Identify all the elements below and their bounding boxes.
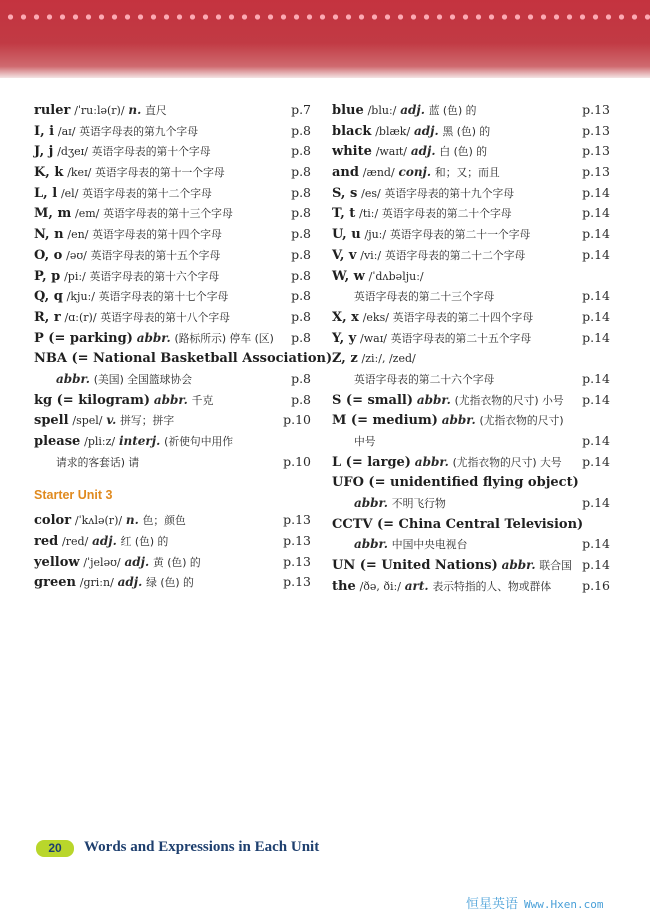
chinese-gloss: (尤指衣物的尺寸) 小号 [454,393,564,407]
entry-text [34,390,213,412]
glossary-entry [34,224,311,245]
part-of-speech: abbr. [441,413,476,428]
chinese-gloss: 英语字母表的第二十四个字母 [392,310,534,324]
page-number-badge: 20 [36,840,74,857]
page-reference: p.8 [291,288,311,304]
entry-text [354,431,376,453]
phonetic: /waɪt/ [375,145,408,159]
chinese-gloss: (美国) 全国篮球协会 [93,372,193,386]
page-reference: p.8 [291,267,311,283]
chinese-gloss: 英语字母表的第十二个字母 [82,186,212,200]
chinese-gloss: (路标所示) 停车 (区) [174,331,274,345]
page-reference: p.8 [291,391,311,407]
chinese-gloss: 绿 (色) 的 [146,576,194,590]
part-of-speech: abbr. [501,558,536,573]
entry-text [34,100,167,122]
entry-text [332,328,531,350]
headword: S (= small) [332,392,414,408]
glossary-entry [34,510,311,531]
chinese-gloss: 蓝 (色) 的 [428,104,477,117]
entry-text [34,328,274,350]
phonetic: /tiː/ [359,207,379,221]
page-reference: p.13 [283,574,311,590]
glossary-entry [332,224,610,245]
entry-text [332,121,490,143]
part-of-speech: abbr. [153,392,188,407]
page-reference: p.14 [582,329,610,345]
glossary-entry [332,286,610,307]
glossary-entry [332,162,610,183]
page-reference: p.14 [582,288,610,304]
glossary-entry [34,121,311,142]
phonetic: /em/ [75,207,100,221]
chinese-gloss: 不明飞行物 [391,497,446,511]
chinese-gloss: 拼写；拼字 [120,414,175,428]
headword: X, x [332,309,359,325]
entry-text [34,266,219,288]
page-reference: p.14 [582,391,610,407]
glossary-entry [34,203,311,224]
entry-text [332,390,564,412]
headword: green [34,575,76,591]
part-of-speech: v. [106,413,117,428]
entry-text [332,224,530,246]
part-of-speech: abbr. [354,496,388,511]
section-title: Starter Unit 3 [34,488,113,503]
entry-text [56,369,192,391]
chinese-gloss: 英语字母表的第十个字母 [91,145,211,159]
headword: L (= large) [332,454,411,470]
chinese-gloss: 英语字母表的第二十六个字母 [354,372,495,386]
glossary-entry [332,203,610,224]
part-of-speech: adj. [124,554,150,569]
page-reference: p.10 [283,453,311,469]
part-of-speech: art. [404,578,429,593]
headword: red [34,534,59,550]
footer-title: Words and Expressions in Each Unit [84,839,320,855]
glossary-entry [34,245,311,266]
phonetic: /ænd/ [362,166,395,180]
section-heading [34,488,311,510]
chinese-gloss: 请求的客套话) 请 [56,455,140,469]
glossary-entry [332,369,610,390]
chinese-gloss: 中号 [354,435,376,448]
chinese-gloss: 英语字母表的第九个字母 [79,124,198,138]
entry-text [34,286,228,308]
phonetic: /əʊ/ [66,248,87,262]
entry-text [34,245,220,267]
glossary-entry [332,534,610,555]
glossary-entry [34,390,311,411]
chinese-gloss: 英语字母表的第二十个字母 [382,207,512,221]
chinese-gloss: 千克 [191,393,214,407]
banner-dot-pattern [4,12,650,22]
phonetic: /red/ [62,535,89,549]
left-column [34,100,333,593]
page-reference: p.8 [291,184,311,200]
chinese-gloss: 英语字母表的第十三个字母 [103,207,233,221]
glossary-entry [332,514,610,535]
headword: K, k [34,165,64,181]
chinese-gloss: 英语字母表的第十一个字母 [95,166,225,180]
page-reference: p.13 [582,102,610,117]
headword: M, m [34,206,72,222]
glossary-entry [34,183,311,204]
part-of-speech: interj. [118,434,161,448]
headword: the [332,578,356,594]
part-of-speech: abbr. [56,371,90,386]
phonetic: /es/ [361,186,381,200]
chinese-gloss: 红 (色) 的 [120,535,169,549]
glossary-entry [332,390,610,411]
headword: W, w [332,268,365,284]
page-reference: p.8 [291,226,311,242]
page-reference: p.13 [582,122,610,138]
entry-text [332,348,416,370]
glossary-entry [34,369,311,390]
page-reference: p.8 [291,143,311,159]
part-of-speech: adj. [400,103,425,117]
chinese-gloss: 英语字母表的第十五个字母 [90,248,221,262]
glossary-entry [332,452,610,473]
headword: yellow [34,554,80,570]
glossary-entry [332,576,610,597]
headword: P, p [34,268,61,284]
glossary-entry [34,286,311,307]
page-reference: p.14 [582,557,610,573]
chinese-gloss: 英语字母表的第二十五个字母 [390,331,532,345]
page-reference: p.7 [291,102,311,117]
entry-text [354,286,494,308]
page-reference: p.8 [291,370,311,386]
entry-text [332,555,572,577]
chinese-gloss: 色；颜色 [142,514,186,528]
phonetic: /el/ [60,186,79,200]
glossary-entry [34,100,311,121]
page-reference: p.8 [291,329,311,345]
entry-text [34,307,230,329]
phonetic: /ðə, ðiː/ [359,579,401,593]
chinese-gloss: 英语字母表的第十七个字母 [98,290,229,304]
entry-text [34,141,211,163]
headword: I, i [34,123,55,139]
glossary-entry [34,452,311,473]
headword: please [34,434,81,449]
headword: NBA (= National Basketball Association) [34,351,333,367]
phonetic: /keɪ/ [67,166,92,180]
page-reference: p.13 [283,553,311,569]
entry-text [34,224,222,246]
page-reference: p.14 [582,433,610,448]
phonetic: /ˈkʌlə(r)/ [74,514,123,528]
glossary-entry [332,183,610,204]
page-reference: p.14 [582,536,610,552]
glossary-entry [332,348,610,369]
entry-text [354,369,494,391]
headword: V, v [332,247,357,263]
phonetic: /blæk/ [375,124,411,138]
part-of-speech: n. [125,513,139,528]
page-reference: p.8 [291,122,311,138]
chinese-gloss: (祈使句中用作 [164,435,234,448]
page-reference: p.14 [582,495,610,511]
glossary-entry [332,410,610,431]
right-column [332,100,610,597]
glossary-entry [332,472,610,493]
headword: P (= parking) [34,330,133,346]
headword: L, l [34,185,58,201]
glossary-entry [34,572,311,593]
glossary-entry [332,245,610,266]
entry-text [34,531,168,553]
phonetic: /ɑː(r)/ [64,310,97,324]
part-of-speech: adj. [410,144,436,159]
entry-text [354,534,467,556]
entry-text [34,552,201,574]
headword: M (= medium) [332,413,438,429]
part-of-speech: adj. [92,534,117,549]
glossary-entry [34,552,311,573]
headword: O, o [34,247,63,263]
headword: U, u [332,227,361,243]
watermark-cn: 恒星英语 [466,897,519,912]
header-banner [0,0,650,78]
entry-text [332,452,562,474]
headword: Q, q [34,289,63,305]
page-reference: p.13 [582,143,610,159]
glossary-entry [332,493,610,514]
headword: UFO (= unidentified flying object) [332,475,579,491]
page-reference: p.8 [291,164,311,180]
entry-text [332,203,512,225]
headword: color [34,513,72,529]
page-reference: p.16 [582,577,610,593]
watermark [466,893,604,912]
headword: J, j [34,144,54,160]
glossary-entry [34,531,311,552]
phonetic: /spel/ [72,414,103,428]
page-reference: p.13 [283,512,311,528]
headword: S, s [332,185,358,201]
glossary-entry [332,328,610,349]
headword: black [332,123,372,139]
part-of-speech: adj. [414,123,439,138]
headword: spell [34,413,69,429]
glossary-entry [332,100,610,121]
chinese-gloss: 联合国 [539,559,572,573]
entry-text [332,307,533,329]
entry-text [332,183,514,205]
part-of-speech: abbr. [354,537,388,552]
headword: and [332,165,359,181]
phonetic: /ˈjeləʊ/ [83,555,121,569]
phonetic: /piː/ [64,269,86,283]
page-reference: p.14 [582,205,610,221]
glossary-entry [34,141,311,162]
chinese-gloss: (尤指衣物的尺寸) [479,414,564,428]
entry-text [34,203,233,225]
page-reference: p.14 [582,226,610,242]
headword: blue [332,103,364,118]
glossary-entry [332,266,610,287]
glossary-entry [332,121,610,142]
chinese-gloss: 直尺 [145,104,167,117]
entry-text [332,514,583,536]
chinese-gloss: 黑 (色) 的 [442,124,491,138]
phonetic: /ziː/, /zed/ [361,352,416,366]
phonetic: /ˈruːlə(r)/ [74,104,125,117]
chinese-gloss: 英语字母表的第二十二个字母 [384,248,526,262]
page-reference: p.14 [582,453,610,469]
chinese-gloss: 英语字母表的第十九个字母 [384,186,515,200]
entry-text [332,472,579,494]
glossary-entry [34,410,311,431]
phonetic: /kjuː/ [66,290,95,304]
part-of-speech: abbr. [416,392,451,407]
section-entry-list [34,510,311,593]
phonetic: /juː/ [364,228,387,242]
headword: Z, z [332,351,358,367]
part-of-speech: adj. [117,575,143,590]
entry-text [34,410,174,432]
page-reference: p.10 [283,412,311,428]
chinese-gloss: 英语字母表的第十四个字母 [92,228,222,242]
glossary-entry [332,431,610,452]
page-reference: p.13 [283,533,311,549]
glossary-entry [34,266,311,287]
page-reference: p.13 [582,164,610,180]
page-reference: p.8 [291,308,311,324]
glossary-entry [332,555,610,576]
entry-text [34,183,212,205]
headword: ruler [34,103,71,118]
entry-text [56,452,139,474]
headword: white [332,144,372,160]
entry-text [34,510,186,532]
chinese-gloss: 和；又；而且 [434,166,500,180]
part-of-speech: conj. [398,165,432,180]
left-entry-list [34,100,333,472]
chinese-gloss: (尤指衣物的尺寸) 大号 [452,455,562,469]
headword: UN (= United Nations) [332,558,498,574]
glossary-entry [34,431,311,452]
entry-text [34,121,198,143]
chinese-gloss: 英语字母表的第二十一个字母 [389,228,531,242]
chinese-gloss: 表示特指的人、物或群体 [432,579,552,593]
page-reference: p.14 [582,370,610,386]
page-reference: p.14 [582,184,610,200]
phonetic: /bluː/ [367,104,397,117]
right-entry-list [332,100,610,597]
chinese-gloss: 英语字母表的第十八个字母 [100,310,230,324]
part-of-speech: n. [128,103,142,117]
chinese-gloss: 英语字母表的第十六个字母 [89,269,220,283]
phonetic: /griːn/ [79,576,114,590]
headword: T, t [332,206,356,222]
entry-text [354,493,446,515]
entry-text [332,100,476,122]
entry-text [34,162,225,184]
phonetic: /aɪ/ [57,124,76,138]
entry-text [332,245,525,267]
glossary-entry [34,162,311,183]
glossary-entry [34,348,333,369]
entry-text [332,410,564,432]
chinese-gloss: 黄 (色) 的 [152,555,201,569]
phonetic: /en/ [67,228,89,242]
phonetic: /pliːz/ [84,435,116,448]
phonetic: /viː/ [360,248,382,262]
part-of-speech: abbr. [414,454,449,469]
entry-text [34,348,332,370]
glossary-entry [34,328,311,349]
chinese-gloss: 英语字母表的第二十三个字母 [354,290,495,304]
headword: R, r [34,309,61,325]
chinese-gloss: 白 (色) 的 [439,145,488,159]
entry-text [332,576,551,598]
page-reference: p.14 [582,308,610,324]
part-of-speech: abbr. [136,330,171,345]
phonetic: /waɪ/ [360,331,387,345]
glossary-entry [332,141,610,162]
headword: kg (= kilogram) [34,392,151,408]
entry-text [332,266,424,288]
phonetic: /eks/ [362,310,389,324]
headword: N, n [34,227,64,243]
headword: Y, y [332,330,357,346]
phonetic: /dʒeɪ/ [57,145,88,159]
page-reference: p.8 [291,205,311,221]
headword: CCTV (= China Central Television) [332,516,584,532]
entry-text [34,572,194,594]
glossary-entry [332,307,610,328]
watermark-url: Www.Hxen.com [524,898,604,911]
entry-text [332,141,487,163]
phonetic: /ˈdʌbəljuː/ [368,269,424,283]
entry-text [34,431,233,453]
page-reference: p.14 [582,246,610,262]
glossary-entry [34,307,311,328]
entry-text [332,162,500,184]
chinese-gloss: 中国中央电视台 [391,538,468,552]
page-reference: p.8 [291,246,311,262]
